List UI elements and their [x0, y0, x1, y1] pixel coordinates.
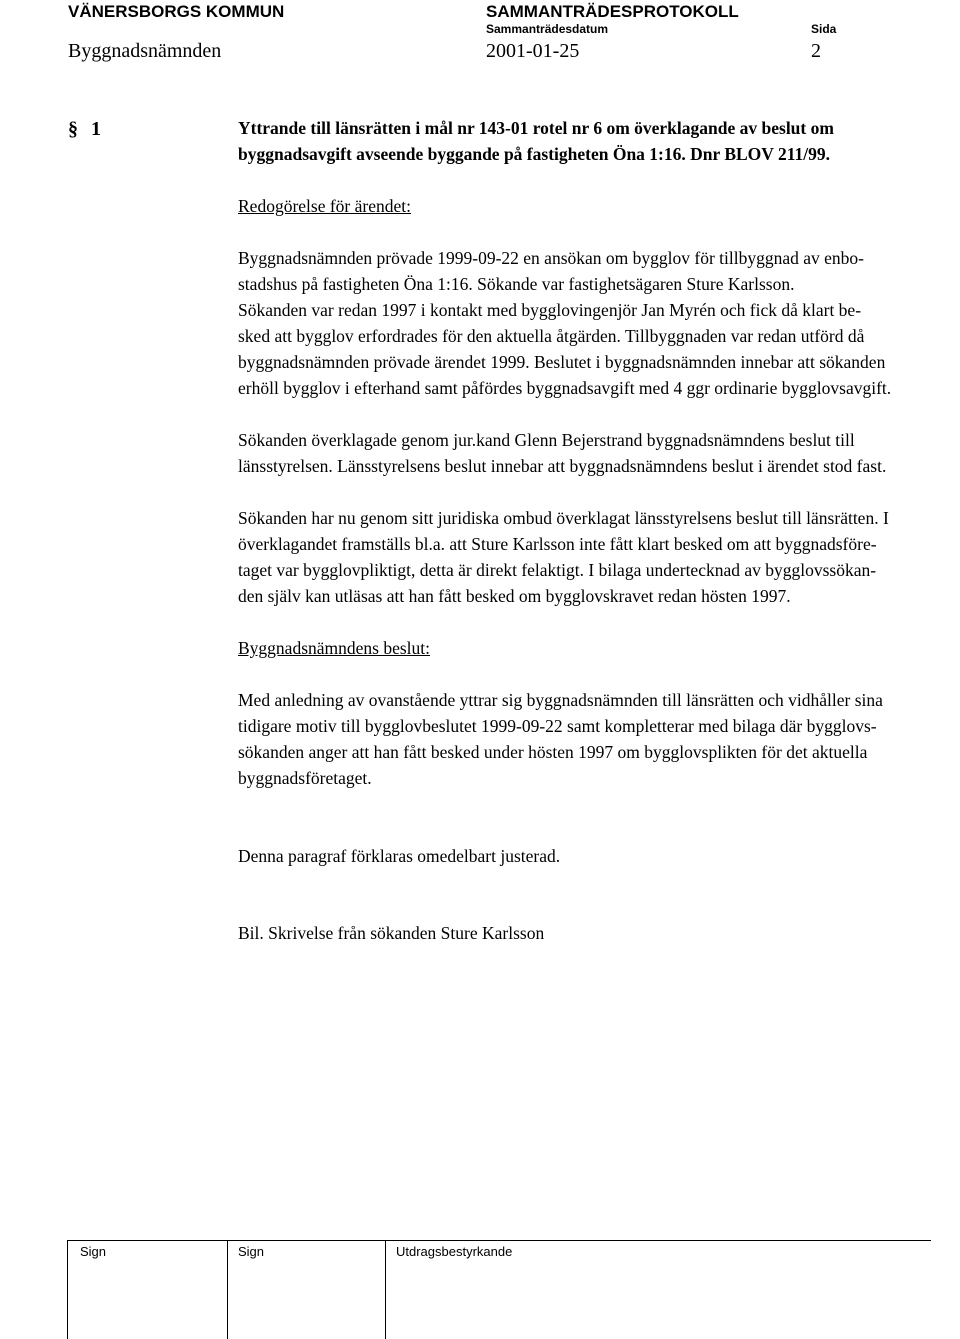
paragraph-background — [238, 245, 960, 401]
decision-heading: Byggnadsnämndens beslut: — [238, 638, 430, 658]
organization-name: VÄNERSBORGS KOMMUN — [68, 2, 285, 21]
text-line: sökanden anger att han fått besked under hösten 1997 om bygglovsplikten för det aktuella — [238, 742, 868, 762]
text-line: tidigare motiv till bygglovbeslutet 1999-09-22 samt kompletterar med bilaga där bygglovs- — [238, 716, 877, 736]
committee-name: Byggnadsnämnden — [68, 40, 222, 62]
text-line: stadshus på fastigheten Öna 1:16. Sökande var fastighetsägaren Sture Karlsson. — [238, 274, 795, 294]
text-line: länsstyrelsen. Länsstyrelsens beslut innebar att byggnadsnämndens beslut i ärendet stod fast. — [238, 456, 887, 476]
section-number: 1 — [91, 118, 101, 140]
footer-rule — [67, 1240, 931, 1241]
text-line: erhöll bygglov i efterhand samt påfördes byggnadsavgift med 4 ggr ordinarie bygglovsavgift. — [238, 378, 892, 398]
sign-field-label: Sign — [238, 1244, 265, 1259]
footer-divider — [385, 1240, 386, 1339]
text-line: byggnadsföretaget. — [238, 768, 372, 788]
paragraph-decision — [238, 687, 960, 791]
page-number: 2 — [811, 40, 821, 62]
paragraph-adjusted: Denna paragraf förklaras omedelbart justerad. — [238, 846, 561, 866]
text-line: överklagandet framställs bl.a. att Sture Karlsson inte fått klart besked om att byggnadsföre- — [238, 534, 877, 554]
text-line: taget var bygglovpliktigt, detta är direkt felaktigt. I bilaga undertecknad av bygglovssökan- — [238, 560, 877, 580]
text-line: Byggnadsnämnden prövade 1999-09-22 en ansökan om bygglov för tillbyggnad av enbo- — [238, 248, 864, 268]
attachment-note: Bil. Skrivelse från sökanden Sture Karlsson — [238, 923, 545, 943]
footer-divider — [67, 1240, 68, 1339]
meeting-date-label: Sammanträdesdatum — [486, 22, 609, 36]
section-title-line: Yttrande till länsrätten i mål nr 143-01 rotel nr 6 om överklagande av beslut om — [238, 118, 834, 138]
text-line: byggnadsnämnden prövade ärendet 1999. Beslutet i byggnadsnämnden innebar att sökanden — [238, 352, 886, 372]
document-type: SAMMANTRÄDESPROTOKOLL — [486, 2, 739, 21]
meeting-date: 2001-01-25 — [486, 40, 580, 62]
extract-certification-label: Utdragsbestyrkande — [396, 1244, 513, 1259]
section-title — [238, 115, 960, 167]
background-heading: Redogörelse för ärendet: — [238, 196, 411, 216]
section-title-line: byggnadsavgift avseende byggande på fastigheten Öna 1:16. Dnr BLOV 211/99. — [238, 144, 831, 164]
document-body — [238, 115, 960, 946]
text-line: Sökanden har nu genom sitt juridiska ombud överklagat länsstyrelsens beslut till länsrätten. I — [238, 508, 889, 528]
paragraph-court-appeal — [238, 505, 960, 609]
text-line: sked att bygglov erfordrades för den aktuella åtgärden. Tillbyggnaden var redan utförd då — [238, 326, 865, 346]
paragraph-appeal — [238, 427, 960, 479]
footer-divider — [227, 1240, 228, 1339]
page-label: Sida — [811, 22, 837, 36]
text-line: Sökanden överklagade genom jur.kand Glenn Bejerstrand byggnadsnämndens beslut till — [238, 430, 855, 450]
section-symbol: § — [68, 118, 78, 140]
sign-field-label: Sign — [80, 1244, 107, 1259]
text-line: den själv kan utläsas att han fått besked om bygglovskravet redan hösten 1997. — [238, 586, 791, 606]
section-marker — [68, 116, 101, 142]
text-line: Sökanden var redan 1997 i kontakt med bygglovingenjör Jan Myrén och fick då klart be- — [238, 300, 862, 320]
text-line: Med anledning av ovanstående yttrar sig byggnadsnämnden till länsrätten och vidhåller sina — [238, 690, 883, 710]
